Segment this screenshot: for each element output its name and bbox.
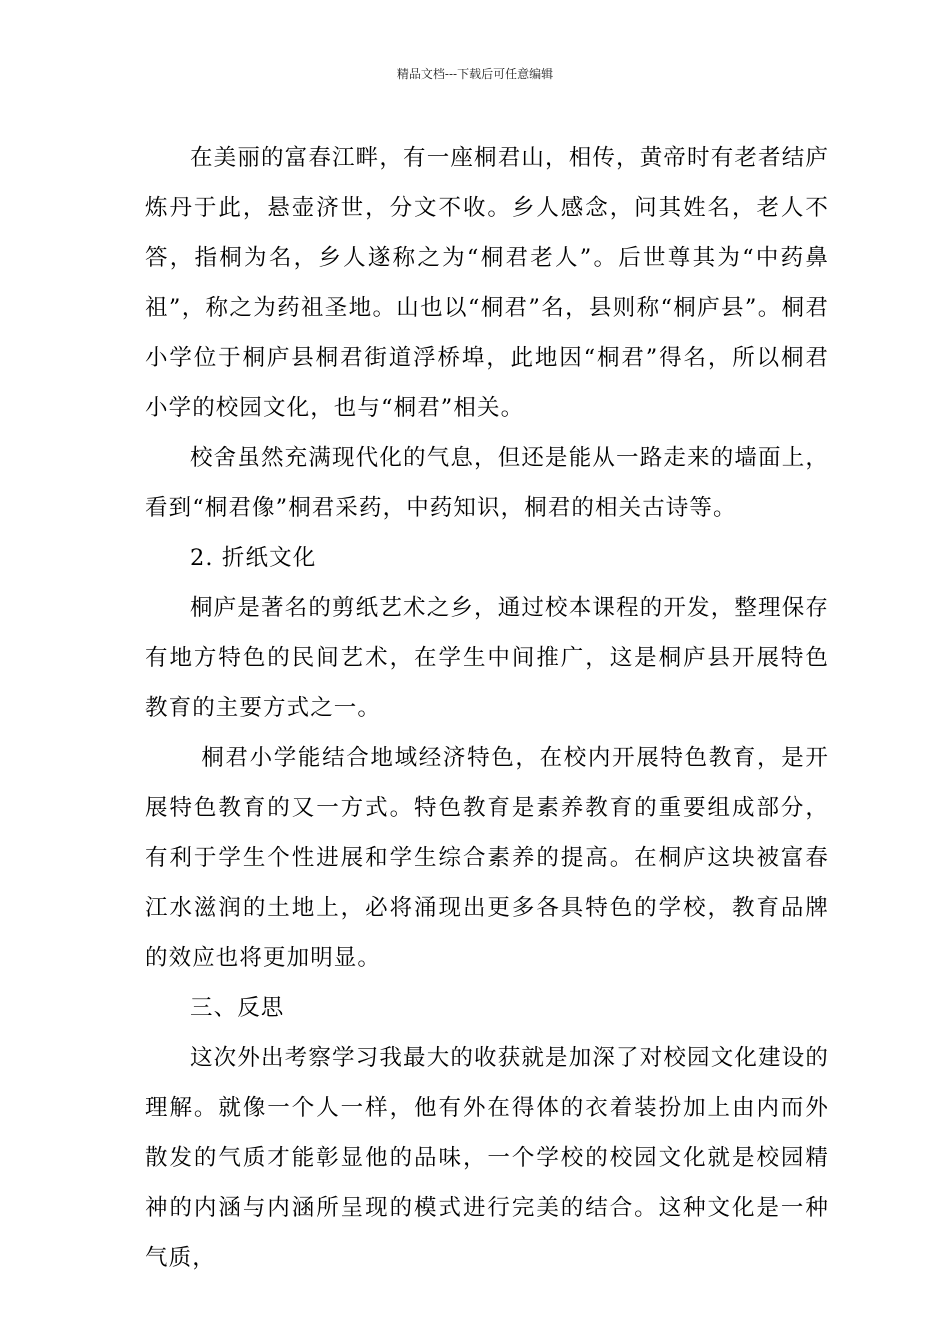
paragraph-tongjun-mountain: 在美丽的富春江畔，有一座桐君山，相传，黄帝时有老者结庐炼丹于此，悬壶济世，分文不收。乡人感念，问其姓名，老人不答，指桐为名，乡人遂称之为“桐君老人”。后世尊其为“中药鼻祖”，称之为药祖圣地。山也以“桐君”名，县则称“桐庐县”。桐君小学位于桐庐县桐君街道浮桥埠，此地因“桐君”得名，所以桐君小学的校园文化，也与“桐君”相关。	[145, 145, 829, 421]
paragraph-reflection: 这次外出考察学习我最大的收获就是加深了对校园文化建设的理解。就像一个人一样，他有外在得体的衣着装扮加上由内而外散发的气质才能彰显他的品味，一个学校的校园文化就是校园精神的内涵与内涵所呈现的模式进行完美的结合。这种文化是一种气质，	[145, 1045, 829, 1271]
paragraph-special-education: 桐君小学能结合地域经济特色，在校内开展特色教育，是开展特色教育的又一方式。特色教育是素养教育的重要组成部分，有利于学生个性进展和学生综合素养的提高。在桐庐这块被富春江水滋润的土地上，必将涌现出更多各具特色的学校，教育品牌的效应也将更加明显。	[145, 745, 829, 971]
paragraph-paper-cutting: 桐庐是著名的剪纸艺术之乡，通过校本课程的开发，整理保存有地方特色的民间艺术，在学生中间推广，这是桐庐县开展特色教育的主要方式之一。	[145, 595, 829, 721]
section-heading-reflection: 三、反思	[190, 995, 285, 1021]
section-heading-paper-cutting: 2. 折纸文化	[190, 545, 317, 571]
page-header: 精品文档---下载后可任意编辑	[396, 67, 554, 81]
paragraph-campus-walls: 校舍虽然充满现代化的气息，但还是能从一路走来的墙面上，看到“桐君像”桐君采药，中药知识，桐君的相关古诗等。	[145, 445, 829, 521]
document-body	[145, 133, 829, 1283]
